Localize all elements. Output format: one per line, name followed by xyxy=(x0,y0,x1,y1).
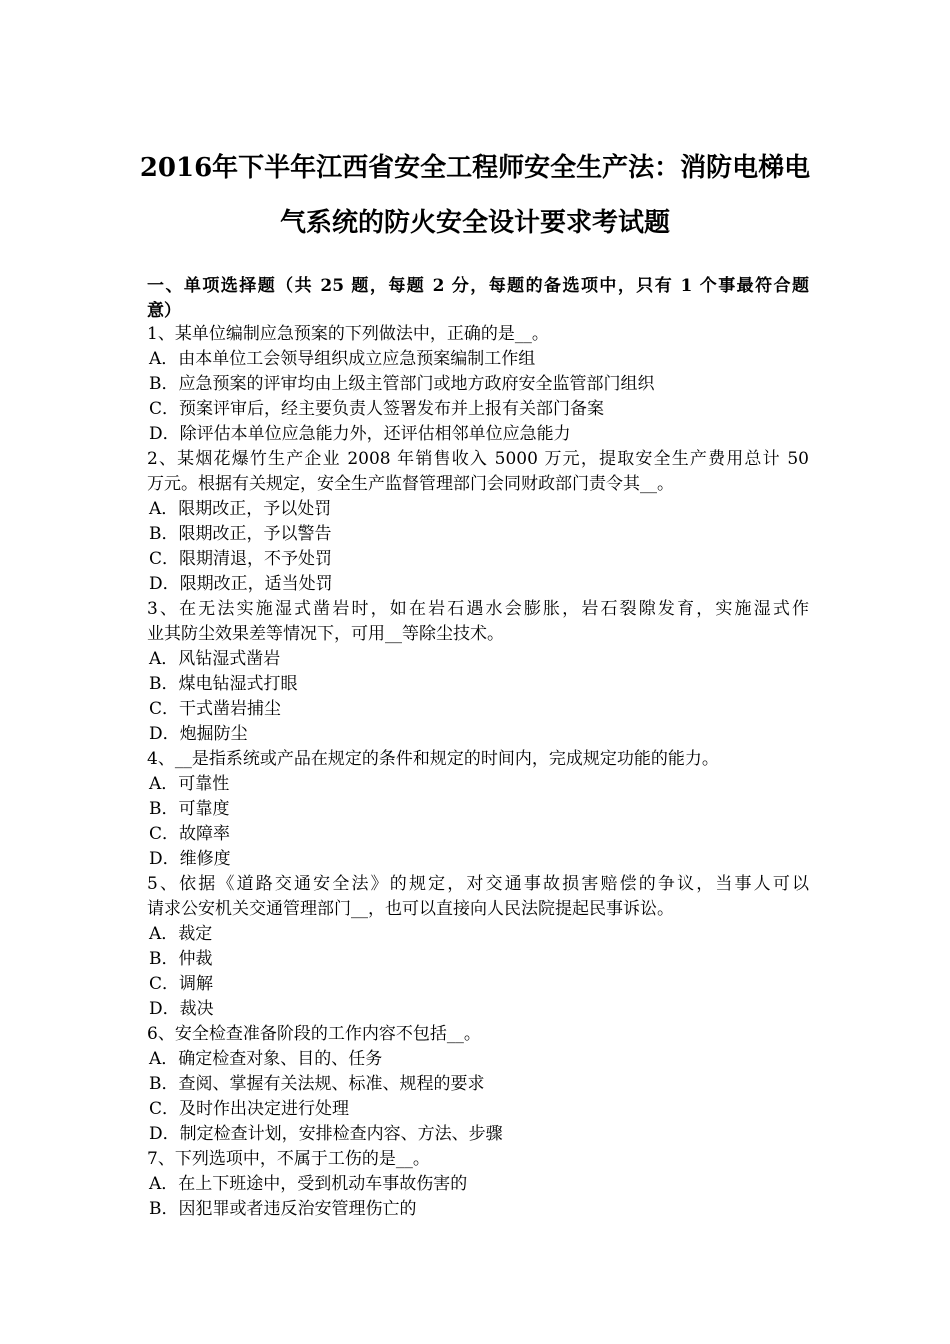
option-a: A．裁定 xyxy=(149,924,213,944)
option-c: C．预案评审后，经主要负责人签署发布并上报有关部门备案 xyxy=(149,399,605,419)
document-title-line-2: 气系统的防火安全设计要求考试题 xyxy=(279,208,670,238)
option-c: C．限期清退，不予处罚 xyxy=(149,549,333,569)
question-stem: 5、依据《道路交通安全法》的规定，对交通事故损害赔偿的争议，当事人可以 xyxy=(147,874,809,894)
option-a: A．确定检查对象、目的、任务 xyxy=(149,1049,383,1069)
option-d: D．炮掘防尘 xyxy=(149,724,248,744)
question-stem: 请求公安机关交通管理部门__，也可以直接向人民法院提起民事诉讼。 xyxy=(147,899,674,919)
option-d: D．限期改正，适当处罚 xyxy=(149,574,333,594)
section-heading-line-1: 一、单项选择题（共 25 题，每题 2 分，每题的备选项中，只有 1 个事最符合题 xyxy=(147,276,809,296)
question-3 xyxy=(147,597,809,747)
question-7 xyxy=(147,1147,809,1222)
option-a: A．在上下班途中，受到机动车事故伤害的 xyxy=(149,1174,468,1194)
question-2 xyxy=(147,447,809,597)
document-title-line-1: 2016年下半年江西省安全工程师安全生产法：消防电梯电 xyxy=(139,153,811,183)
option-a: A．可靠性 xyxy=(149,774,230,794)
option-b: B．可靠度 xyxy=(149,799,230,819)
question-stem: 3、在无法实施湿式凿岩时，如在岩石遇水会膨胀，岩石裂隙发育，实施湿式作 xyxy=(147,599,809,619)
question-stem: 4、__是指系统或产品在规定的条件和规定的时间内，完成规定功能的能力。 xyxy=(147,749,719,769)
option-b: B．应急预案的评审均由上级主管部门或地方政府安全监管部门组织 xyxy=(149,374,655,394)
question-stem: 业其防尘效果差等情况下，可用__等除尘技术。 xyxy=(147,624,504,644)
option-a: A．限期改正，予以处罚 xyxy=(149,499,332,519)
option-d: D．制定检查计划，安排检查内容、方法、步骤 xyxy=(149,1124,503,1144)
option-c: C．干式凿岩捕尘 xyxy=(149,699,282,719)
question-4 xyxy=(147,747,809,872)
option-c: C．故障率 xyxy=(149,824,231,844)
question-list xyxy=(147,322,809,1222)
option-b: B．限期改正，予以警告 xyxy=(149,524,332,544)
section-heading-line-2: 意） xyxy=(147,301,181,321)
option-b: B．查阅、掌握有关法规、标准、规程的要求 xyxy=(149,1074,485,1094)
question-1 xyxy=(147,322,809,447)
option-b: B．煤电钻湿式打眼 xyxy=(149,674,298,694)
question-stem: 万元。根据有关规定，安全生产监督管理部门会同财政部门责令其__。 xyxy=(147,474,674,494)
option-a: A．风钻湿式凿岩 xyxy=(149,649,281,669)
question-stem: 6、安全检查准备阶段的工作内容不包括__。 xyxy=(147,1024,481,1044)
question-stem: 2、某烟花爆竹生产企业 2008 年销售收入 5000 万元，提取安全生产费用总计 50 xyxy=(147,449,809,469)
option-b: B．因犯罪或者违反治安管理伤亡的 xyxy=(149,1199,417,1219)
option-d: D．裁决 xyxy=(149,999,214,1019)
option-c: C．调解 xyxy=(149,974,214,994)
question-stem: 1、某单位编制应急预案的下列做法中，正确的是__。 xyxy=(147,324,549,344)
question-stem: 7、下列选项中，不属于工伤的是__。 xyxy=(147,1149,430,1169)
option-d: D．维修度 xyxy=(149,849,231,869)
section-heading xyxy=(147,274,809,324)
option-d: D．除评估本单位应急能力外，还评估相邻单位应急能力 xyxy=(149,424,571,444)
option-b: B．仲裁 xyxy=(149,949,213,969)
option-c: C．及时作出决定进行处理 xyxy=(149,1099,350,1119)
question-5 xyxy=(147,872,809,1022)
option-a: A．由本单位工会领导组织成立应急预案编制工作组 xyxy=(149,349,536,369)
question-6 xyxy=(147,1022,809,1147)
